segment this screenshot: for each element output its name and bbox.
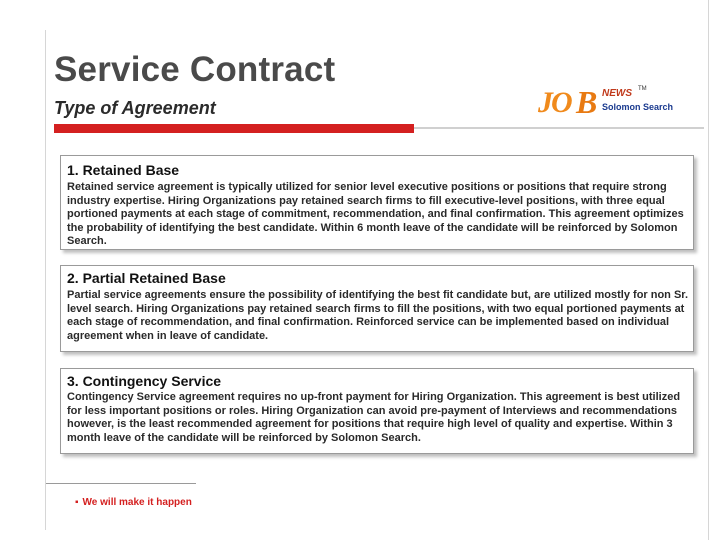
section-body: Retained service agreement is typically utilized for senior level executive positions or positions that require strong industry expertise. Hiring Organizations pay retained search firms to fill executive-level positions, with three equal portioned payments at each stage of commitment, recommendation, and final confirmation. This agreement optimizes the probability of identifying the best candidate. Within 6 month leave of the candidate will be reinforced by Solomon Search. [67, 181, 684, 247]
footer-text: We will make it happen [82, 497, 192, 508]
section-heading: 3. Contingency Service [67, 373, 222, 389]
logo-news-text: NEWS [602, 88, 632, 99]
slide-title: Service Contract [54, 50, 336, 89]
jobnews-logo [538, 84, 678, 120]
section-partial-retained-base [60, 265, 694, 352]
footer-divider [46, 483, 196, 484]
section-heading: 2. Partial Retained Base [67, 270, 226, 286]
left-divider [45, 30, 46, 530]
title-underline [414, 127, 704, 129]
section-retained-base [60, 155, 694, 250]
section-contingency-service [60, 368, 694, 454]
slide-subtitle: Type of Agreement [54, 98, 216, 118]
footer-tagline [75, 497, 192, 508]
section-heading: 1. Retained Base [67, 162, 180, 178]
footer-bullet-icon: ▪ [75, 497, 79, 508]
logo-b-text: B [576, 84, 598, 120]
section-body: Contingency Service agreement requires no up-front payment for Hiring Organization. This agreement is best utilized for less important positions or roles. Hiring Organization can avoid pre-payment of Interviews and recommendations however, is the least recommended agreement for positions that require high level of quality and expertise. Within 3 month leave of the candidate will be reinforced by Solomon Search. [67, 391, 681, 444]
title-accent-bar [54, 124, 414, 133]
section-body: Partial service agreements ensure the possibility of identifying the best fit candidate but, are utilized mostly for non Sr. level search. Hiring Organizations pay retained search firms to fill the positions, with two equal portioned payments at each stage of recommendation, and final confirmation. Reinforced service can be implemented based on individual agreement when in leave of candidate. [67, 289, 689, 342]
right-divider [708, 0, 709, 540]
logo-jo-text: JO [538, 86, 571, 119]
logo-company-text: Solomon Search [602, 102, 674, 112]
logo-tm-text: TM [638, 86, 647, 92]
